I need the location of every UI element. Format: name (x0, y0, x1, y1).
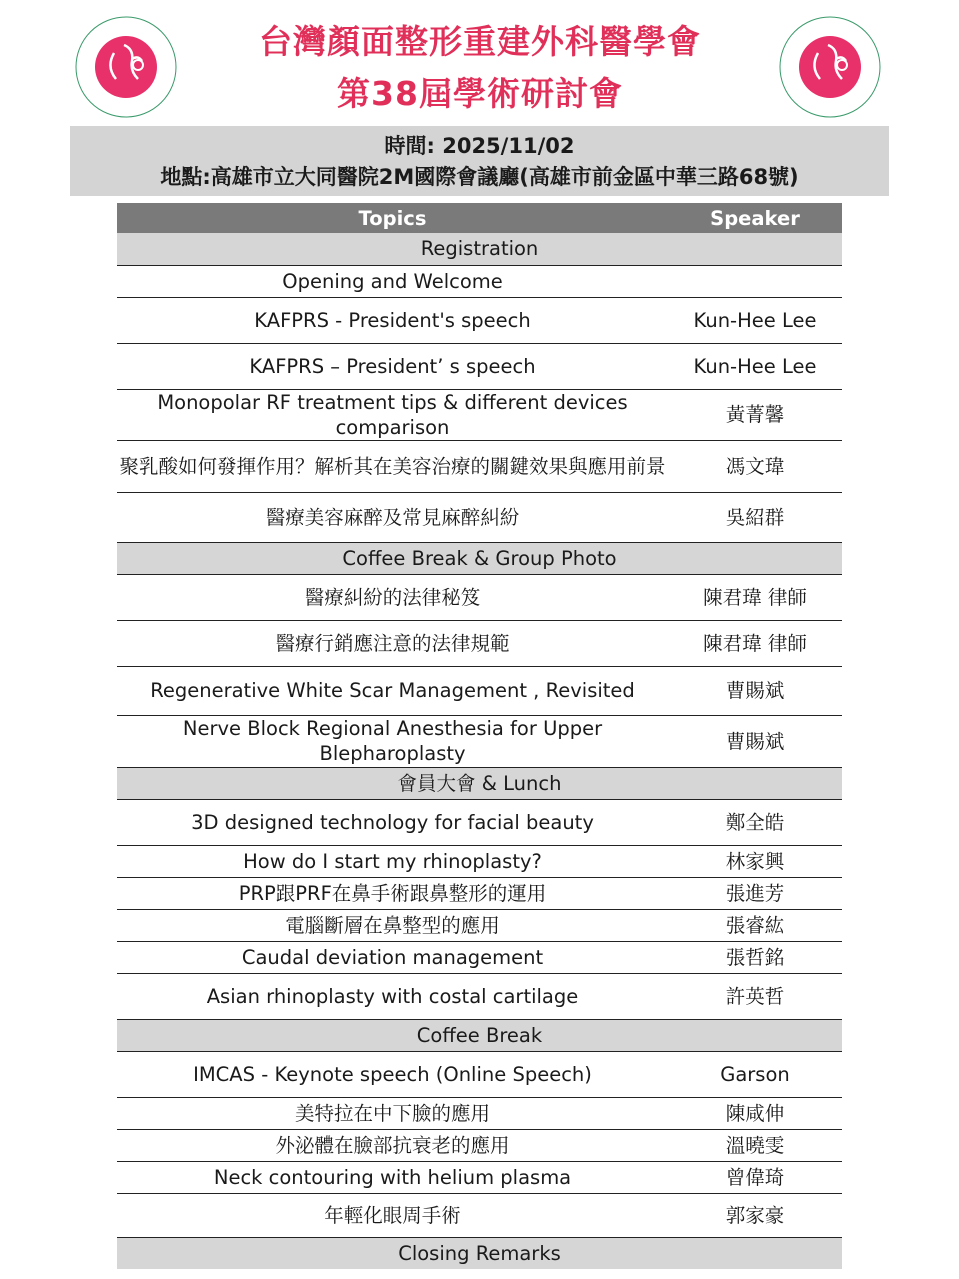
speaker-header: Speaker (668, 203, 842, 233)
agenda-section-row (117, 233, 842, 265)
agenda-row (117, 715, 842, 767)
topic-cell: KAFPRS - President's speech (117, 297, 668, 343)
section-title: Coffee Break & Group Photo (117, 542, 842, 574)
speaker-cell: 馮文瑋 (668, 440, 842, 492)
topic-cell: Asian rhinoplasty with costal cartilage (117, 973, 668, 1019)
agenda-row (117, 574, 842, 620)
agenda-row (117, 1051, 842, 1097)
topic-cell: 醫療行銷應注意的法律規範 (117, 620, 668, 666)
speaker-cell: 曹賜斌 (668, 715, 842, 767)
topic-cell: Regenerative White Scar Management , Revisited (117, 666, 668, 715)
speaker-cell: Kun-Hee Lee (668, 297, 842, 343)
topic-cell: Nerve Block Regional Anesthesia for Upper Blepharoplasty (117, 715, 668, 767)
agenda-row (117, 492, 842, 542)
speaker-cell: 曹賜斌 (668, 666, 842, 715)
agenda-row (117, 799, 842, 845)
speaker-cell: 林家興 (668, 845, 842, 877)
event-location: 地點:高雄市立大同醫院2M國際會議廳(高雄市前金區中華三路68號) (160, 165, 799, 189)
section-title: 會員大會 & Lunch (117, 767, 842, 799)
agenda-row (117, 845, 842, 877)
agenda-row (117, 297, 842, 343)
topic-cell: Neck contouring with helium plasma (117, 1161, 668, 1193)
agenda-row (117, 1193, 842, 1237)
agenda-row (117, 620, 842, 666)
speaker-cell: Kun-Hee Lee (668, 343, 842, 389)
topic-cell: KAFPRS – President’ s speech (117, 343, 668, 389)
topic-cell: 電腦斷層在鼻整型的應用 (117, 909, 668, 941)
agenda-row (117, 343, 842, 389)
event-info-banner (70, 126, 889, 196)
speaker-cell: 鄭全皓 (668, 799, 842, 845)
speaker-cell: 郭家豪 (668, 1193, 842, 1237)
topic-cell: 聚乳酸如何發揮作用？解析其在美容治療的關鍵效果與應用前景 (117, 440, 668, 492)
speaker-cell: 曾偉琦 (668, 1161, 842, 1193)
topic-cell: Caudal deviation management (117, 941, 668, 973)
speaker-cell: Garson (668, 1051, 842, 1097)
society-title: 台灣顏面整形重建外科醫學會 (259, 22, 701, 61)
agenda-section-row (117, 542, 842, 574)
topic-cell: 3D designed technology for facial beauty (117, 799, 668, 845)
agenda-row (117, 389, 842, 440)
topic-cell: How do I start my rhinoplasty? (117, 845, 668, 877)
agenda-header-row (117, 203, 842, 233)
agenda-row (117, 909, 842, 941)
topic-cell: 外泌體在臉部抗衰老的應用 (117, 1129, 668, 1161)
event-time: 時間: 2025/11/02 (384, 134, 575, 158)
topic-cell: 醫療糾紛的法律秘笈 (117, 574, 668, 620)
speaker-cell: 張睿紘 (668, 909, 842, 941)
speaker-cell: 黃菁馨 (668, 389, 842, 440)
speaker-cell: 陳咸伸 (668, 1097, 842, 1129)
agenda-row (117, 973, 842, 1019)
topic-cell: Monopolar RF treatment tips & different devices comparison (117, 389, 668, 440)
agenda-row (117, 941, 842, 973)
agenda-table (117, 203, 842, 1269)
agenda-row (117, 666, 842, 715)
agenda-section-row (117, 767, 842, 799)
speaker-cell: 陳君瑋 律師 (668, 620, 842, 666)
speaker-cell: 張哲銘 (668, 941, 842, 973)
agenda-row (117, 440, 842, 492)
section-title: Registration (117, 233, 842, 265)
conference-title: 第38屆學術研討會 (337, 74, 623, 113)
speaker-cell (668, 265, 842, 297)
topic-cell: 美特拉在中下臉的應用 (117, 1097, 668, 1129)
speaker-cell: 張進芳 (668, 877, 842, 909)
topic-cell: 醫療美容麻醉及常見麻醉糾紛 (117, 492, 668, 542)
agenda-section-row (117, 1019, 842, 1051)
agenda-section-row (117, 1237, 842, 1269)
agenda-row (117, 877, 842, 909)
topic-cell: 年輕化眼周手術 (117, 1193, 668, 1237)
topic-cell: Opening and Welcome (117, 265, 668, 297)
topic-cell: IMCAS - Keynote speech (Online Speech) (117, 1051, 668, 1097)
speaker-cell: 陳君瑋 律師 (668, 574, 842, 620)
speaker-cell: 溫曉雯 (668, 1129, 842, 1161)
agenda-body (117, 233, 842, 1269)
section-title: Closing Remarks (117, 1237, 842, 1269)
speaker-cell: 吳紹群 (668, 492, 842, 542)
agenda-row (117, 1129, 842, 1161)
topics-header: Topics (117, 203, 668, 233)
speaker-cell: 許英哲 (668, 973, 842, 1019)
agenda-row (117, 1097, 842, 1129)
topic-cell: PRP跟PRF在鼻手術跟鼻整形的運用 (117, 877, 668, 909)
agenda-row (117, 265, 842, 297)
agenda-row (117, 1161, 842, 1193)
section-title: Coffee Break (117, 1019, 842, 1051)
